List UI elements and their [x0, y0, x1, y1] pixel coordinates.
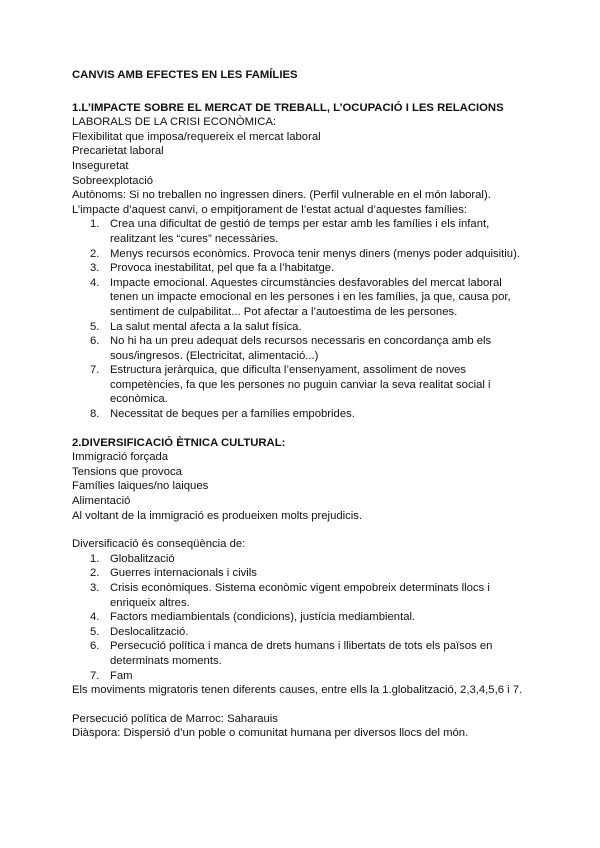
list-item	[72, 639, 528, 668]
section1-line: Autònoms: Si no treballen no ingressen diners. (Perfil vulnerable en el món laboral).	[72, 189, 491, 202]
list-item	[72, 552, 528, 567]
list-item-text: Necessitat de beques per a famílies empobrides.	[110, 408, 355, 421]
document-content	[72, 68, 528, 741]
list-item	[72, 610, 528, 625]
document-title: CANVIS AMB EFECTES EN LES FAMÍLIES	[72, 69, 298, 81]
list-item-number: 2.	[90, 567, 100, 580]
section2-list	[72, 552, 528, 683]
list-item-text: Factors mediambientals (condicions), justícia mediambiental.	[110, 611, 416, 624]
list-item	[72, 247, 528, 262]
section2-line: Alimentació	[72, 495, 131, 508]
list-item-text: No hi ha un preu adequat dels recursos necessaris en concordança amb els sous/ingresos. (Electricitat, alimentació...)	[110, 335, 492, 362]
list-item-number: 4.	[90, 611, 100, 624]
list-item-text: La salut mental afecta a la salut física.	[110, 320, 302, 333]
section2-heading: 2.DIVERSIFICACIÓ ÈTNICA CULTURAL:	[72, 436, 286, 449]
section1-heading-continuation: LABORALS DE LA CRISI ECONÒMICA:	[72, 116, 277, 129]
list-item	[72, 581, 528, 610]
section1-line: Sobreexplotació	[72, 174, 154, 187]
section2-line: Tensions que provoca	[72, 465, 182, 478]
list-item	[72, 625, 528, 640]
list-item-text: Globalització	[110, 552, 175, 565]
diaspora-definition: Diàspora: Dispersió d’un poble o comunitat humana per diversos llocs del món.	[72, 727, 469, 740]
list-item-number: 7.	[90, 669, 100, 682]
list-item-number: 5.	[90, 320, 100, 333]
list-item	[72, 334, 528, 363]
list-item-text: Crea una dificultat de gestió de temps per estar amb les famílies i els infant, realitzant les “cures” necessàries.	[110, 218, 490, 245]
list-item	[72, 276, 528, 320]
section1-line: Flexibilitat que imposa/requereix el mercat laboral	[72, 130, 321, 143]
list-item	[72, 320, 528, 335]
list-item-number: 2.	[90, 247, 100, 260]
list-item-text: Provoca inestabilitat, pel que fa a l’habitatge.	[110, 262, 335, 275]
section2-line: Al voltant de la immigració es produeixen molts prejudicis.	[72, 509, 363, 522]
list-item-text: Crisis econòmiques. Sistema econòmic vigent empobreix determinats llocs i enriqueix altres.	[110, 582, 490, 609]
section2-line: Famílies laiques/no laiques	[72, 480, 209, 493]
section1-line: L’impacte d’aquest canvi, o empitjorament de l’estat actual d’aquestes famílies:	[72, 203, 467, 216]
list-item-text: Deslocalització.	[110, 625, 189, 638]
list-item-number: 5.	[90, 625, 100, 638]
list-item-text: Impacte emocional. Aquestes circumstàncies desfavorables del mercat laboral tenen un impacte emocional en les persones i en les famílies, ja que, causa por, sentiment de culpabilitat... Pot afectar a l’autoestima de les persones.	[110, 276, 511, 318]
list-item	[72, 261, 528, 276]
list-item-number: 3.	[90, 262, 100, 275]
list-item-number: 4.	[90, 276, 100, 289]
migration-causes: Els moviments migratoris tenen diferents causes, entre ells la 1.globalització, 2,3,4,5,6 i 7.	[72, 684, 523, 697]
list-item-number: 1.	[90, 218, 100, 231]
section2-line: Immigració forçada	[72, 451, 169, 464]
list-item-text: Estructura jeràrquica, que dificulta l’ensenyament, assoliment de noves competències, fa que les persones no puguin canviar la seva realitat social i econòmica.	[110, 364, 491, 406]
section2-intro: Diversificació és conseqüència de:	[72, 538, 246, 551]
list-item-text: Guerres internacionals i civils	[110, 567, 257, 580]
list-item-text: Persecució política i manca de drets humans i llibertats de tots els països en determinats moments.	[110, 640, 493, 667]
list-item	[72, 363, 528, 407]
list-item	[72, 566, 528, 581]
list-item-number: 8.	[90, 408, 100, 421]
list-item	[72, 407, 528, 422]
section1-list	[72, 217, 528, 421]
list-item-text: Menys recursos econòmics. Provoca tenir menys diners (menys poder adquisitiu).	[110, 247, 520, 260]
list-item	[72, 217, 528, 246]
list-item-number: 1.	[90, 552, 100, 565]
section1-heading: 1.L’IMPACTE SOBRE EL MERCAT DE TREBALL, L’OCUPACIÓ I LES RELACIONS	[72, 101, 504, 114]
list-item-number: 3.	[90, 582, 100, 594]
section1-line: Inseguretat	[72, 159, 129, 172]
section1-line: Precarietat laboral	[72, 145, 164, 158]
list-item-number: 6.	[90, 335, 100, 348]
list-item-text: Fam	[110, 669, 133, 682]
list-item-number: 7.	[90, 364, 100, 377]
list-item	[72, 669, 528, 684]
persecution-note: Persecució política de Marroc: Saharauis	[72, 712, 278, 725]
list-item-number: 6.	[90, 640, 100, 653]
